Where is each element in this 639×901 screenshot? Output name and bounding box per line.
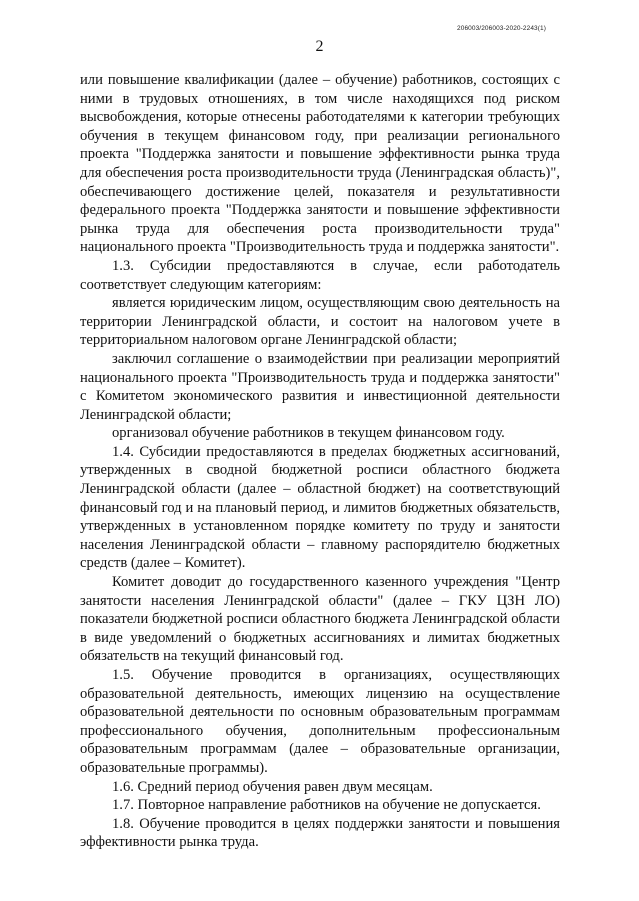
document-id: 206003/206003-2020-2243(1)	[457, 25, 546, 32]
document-body	[80, 71, 560, 852]
paragraph-1-6: 1.6. Средний период обучения равен двум месяцам.	[112, 778, 433, 795]
paragraph-category-legal-entity: является юридическим лицом, осуществляющим свою деятельность на территории Ленинградской области, и состоит на налоговом учете в территориальном налоговом органе Ленинградской области;	[80, 295, 560, 349]
paragraph-category-training: организовал обучение работников в текущем финансовом году.	[112, 425, 505, 442]
paragraph-continuation: или повышение квалификации (далее – обучение) работников, состоящих с ними в трудовых отношениях, в том числе находящихся под риском высвобождения, которые отнесены работодателями к категории требующих обучения в текущем финансовом году, при реализации регионального проекта "Поддержка занятости и повышение эффективности рынка труда для обеспечения роста производительности труда (Ленинградская область)", обеспечивающего достижение целей, показателя и результативности федерального проекта "Поддержка занятости и повышение эффективности рынка труда для обеспечения роста производительности труда" национального проекта "Производительность труда и поддержка занятости".	[80, 72, 560, 256]
paragraph-category-agreement: заключил соглашение о взаимодействии при реализации мероприятий национального проекта "Производительность труда и поддержка занятости" с Комитетом экономического развития и инвестиционной деятельности Ленинградской области;	[80, 350, 560, 423]
paragraph-1-8: 1.8. Обучение проводится в целях поддержки занятости и повышения эффективности рынка труда.	[80, 815, 560, 851]
paragraph-1-5: 1.5. Обучение проводится в организациях, осуществляющих образовательной деятельность, имеющих лицензию на осуществление образовательной деятельности по основным образовательным программам профессионального обучения, дополнительным профессиональным образовательным программам (далее – образовательные организации, образовательные программы).	[80, 667, 560, 776]
paragraph-1-3: 1.3. Субсидии предоставляются в случае, если работодатель соответствует следующим категориям:	[80, 257, 560, 293]
paragraph-1-4: 1.4. Субсидии предоставляются в пределах бюджетных ассигнований, утвержденных в сводной бюджетной росписи областного бюджета Ленинградской области (далее – областной бюджет) на соответствующий финансовый год и на плановый период, и лимитов бюджетных обязательств, утвержденных в установленном порядке комитету по труду и занятости населения Ленинградской области – главному распорядителю бюджетных средств (далее – Комитет).	[80, 443, 560, 572]
page-number: 2	[315, 38, 324, 55]
paragraph-committee: Комитет доводит до государственного казенного учреждения "Центр занятости населения Ленинградской области" (далее – ГКУ ЦЗН ЛО) показатели бюджетной росписи областного бюджета Ленинградской области в виде уведомлений о бюджетных ассигнованиях и лимитах бюджетных обязательств на текущий финансовый год.	[80, 574, 560, 665]
paragraph-1-7: 1.7. Повторное направление работников на обучение не допускается.	[112, 797, 541, 814]
